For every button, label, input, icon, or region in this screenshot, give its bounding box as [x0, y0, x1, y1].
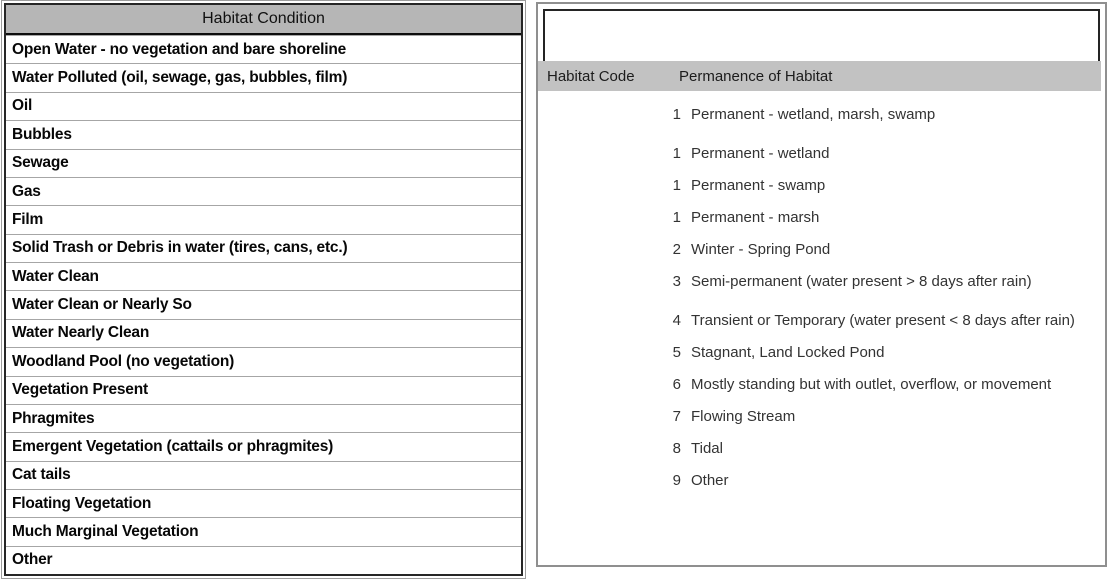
- habitat-condition-label: Gas: [12, 182, 41, 200]
- habitat-code-value: 2: [672, 241, 681, 258]
- habitat-condition-label: Cat tails: [12, 466, 71, 484]
- table-row: [538, 341, 1105, 365]
- table-row: [6, 461, 521, 489]
- habitat-code-value: 1: [672, 106, 681, 123]
- habitat-condition-label: Water Polluted (oil, sewage, gas, bubbles, film): [12, 69, 348, 87]
- habitat-condition-label: Emergent Vegetation (cattails or phragmites): [12, 437, 334, 455]
- permanence-label: Permanent - wetland: [691, 145, 830, 162]
- habitat-condition-label: Floating Vegetation: [12, 494, 152, 512]
- habitat-code-rows: [538, 91, 1105, 501]
- habitat-condition-table-frame: [4, 3, 523, 576]
- habitat-code-table: [536, 2, 1107, 567]
- permanence-label: Permanent - marsh: [691, 209, 820, 226]
- table-row: [538, 174, 1105, 198]
- table-row: [6, 63, 521, 91]
- habitat-code-value: 6: [672, 376, 681, 393]
- permanence-label: Other: [691, 472, 729, 489]
- habitat-code-value: 4: [672, 312, 681, 329]
- table-row: [6, 234, 521, 262]
- permanence-label: Permanent - wetland, marsh, swamp: [691, 106, 936, 123]
- table-row: [538, 405, 1105, 429]
- permanence-label: Tidal: [691, 440, 723, 457]
- table-row: [538, 469, 1105, 493]
- habitat-condition-label: Film: [12, 210, 44, 228]
- habitat-code-value: 7: [672, 408, 681, 425]
- habitat-condition-label: Water Clean: [12, 267, 99, 285]
- table-row: [6, 517, 521, 545]
- permanence-label: Permanent - swamp: [691, 177, 826, 194]
- habitat-condition-label: Solid Trash or Debris in water (tires, cans, etc.): [12, 239, 348, 257]
- habitat-condition-label: Much Marginal Vegetation: [12, 523, 199, 541]
- habitat-code-value: 5: [672, 344, 681, 361]
- table-row: [6, 404, 521, 432]
- table-row: [6, 35, 521, 63]
- table-row: [6, 120, 521, 148]
- table-row: [538, 270, 1105, 294]
- table-row: [538, 206, 1105, 230]
- habitat-condition-label: Water Clean or Nearly So: [12, 296, 192, 314]
- table-row: [538, 103, 1105, 127]
- permanence-label: Semi-permanent (water present > 8 days after rain): [691, 273, 1032, 290]
- habitat-condition-label: Sewage: [12, 154, 69, 172]
- table-row: [538, 437, 1105, 461]
- habitat-code-value: 1: [672, 145, 681, 162]
- table-row: [538, 142, 1105, 166]
- habitat-code-value: 3: [672, 273, 681, 290]
- table-row: [6, 376, 521, 404]
- table-row: [6, 290, 521, 318]
- table-row: [6, 347, 521, 375]
- permanence-label: Transient or Temporary (water present < 8 days after rain): [691, 312, 1075, 329]
- table-row: [6, 432, 521, 460]
- habitat-condition-header: Habitat Condition: [6, 5, 521, 35]
- habitat-code-table-header: [538, 61, 1101, 91]
- empty-top-box: [543, 9, 1100, 61]
- habitat-condition-label: Oil: [12, 97, 33, 115]
- table-row: [6, 319, 521, 347]
- permanence-column-header: Permanence of Habitat: [679, 67, 833, 85]
- table-row: [538, 238, 1105, 262]
- permanence-label: Flowing Stream: [691, 408, 796, 425]
- habitat-code-value: 9: [672, 472, 681, 489]
- permanence-label: Mostly standing but with outlet, overflow, or movement: [691, 376, 1052, 393]
- permanence-label: Winter - Spring Pond: [691, 241, 831, 258]
- habitat-condition-label: Water Nearly Clean: [12, 324, 150, 342]
- habitat-condition-label: Vegetation Present: [12, 381, 148, 399]
- table-row: [6, 205, 521, 233]
- permanence-label: Stagnant, Land Locked Pond: [691, 344, 885, 361]
- habitat-code-value: 1: [672, 177, 681, 194]
- table-row: [6, 546, 521, 574]
- habitat-condition-rows: [6, 35, 521, 574]
- habitat-condition-label: Phragmites: [12, 409, 95, 427]
- table-row: [538, 309, 1105, 333]
- table-row: [6, 149, 521, 177]
- habitat-code-value: 1: [672, 209, 681, 226]
- table-row: [538, 373, 1105, 397]
- habitat-condition-label: Open Water - no vegetation and bare shoreline: [12, 40, 347, 58]
- habitat-condition-table: [1, 0, 526, 579]
- habitat-condition-label: Other: [12, 551, 53, 569]
- table-row: [6, 92, 521, 120]
- habitat-condition-label: Bubbles: [12, 125, 72, 143]
- table-row: [6, 262, 521, 290]
- habitat-condition-label: Woodland Pool (no vegetation): [12, 352, 235, 370]
- table-row: [6, 489, 521, 517]
- habitat-code-value: 8: [672, 440, 681, 457]
- habitat-code-column-header: Habitat Code: [547, 67, 635, 85]
- table-row: [6, 177, 521, 205]
